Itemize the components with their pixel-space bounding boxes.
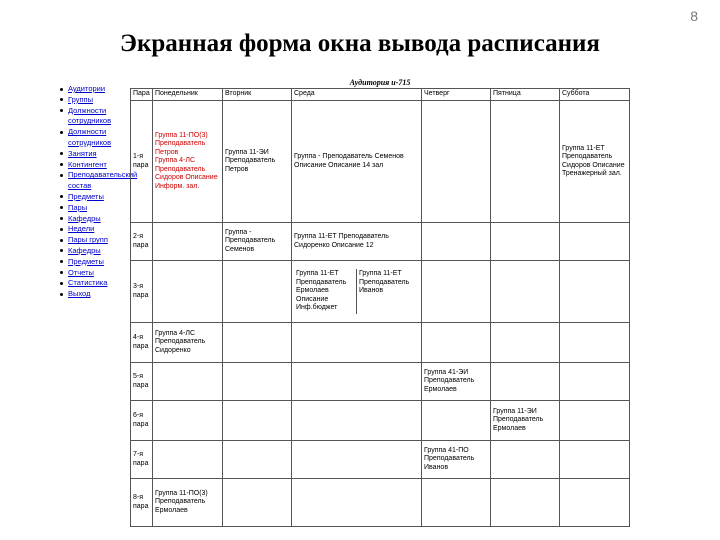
lesson-cell[interactable]	[292, 401, 422, 441]
lesson-cell[interactable]	[153, 401, 223, 441]
lesson-cell[interactable]: Группа 11-ЕТ Преподаватель Сидоров Описание Тренажерный зал.	[560, 101, 630, 223]
lesson-cell[interactable]: Группа - Преподаватель Семенов Описание Описание 14 зал	[292, 101, 422, 223]
lesson-cell[interactable]	[422, 223, 491, 261]
lesson-cell[interactable]	[422, 261, 491, 323]
header-pair: Пара	[131, 89, 153, 101]
lesson-cell[interactable]	[560, 363, 630, 401]
header-saturday: Суббота	[560, 89, 630, 101]
lesson-entry[interactable]: Группа 11-ЕТ Преподаватель Ермолаев Описание Инф.бюджет	[296, 270, 347, 312]
menu-item	[58, 268, 128, 279]
lesson-cell[interactable]	[223, 363, 292, 401]
table-row	[131, 441, 630, 479]
lesson-cell[interactable]: Группа 41-ЭИ Преподаватель Ермолаев	[422, 363, 491, 401]
slide-title: Экранная форма окна вывода расписания	[120, 30, 600, 57]
menu-item	[58, 192, 128, 203]
menu-link[interactable]: Группы	[68, 94, 93, 104]
table-row	[131, 401, 630, 441]
lesson-cell[interactable]	[491, 441, 560, 479]
lesson-cell[interactable]	[491, 479, 560, 527]
menu-item	[58, 278, 128, 289]
menu-item	[58, 95, 128, 106]
menu-link[interactable]: Преподавательский состав	[68, 170, 138, 191]
menu-item	[58, 170, 138, 192]
auditorium-title: Аудитория и-715	[349, 78, 411, 87]
lesson-cell[interactable]	[491, 261, 560, 323]
table-row	[131, 363, 630, 401]
menu-item	[58, 203, 128, 214]
lesson-cell[interactable]	[422, 101, 491, 223]
lesson-cell[interactable]	[422, 323, 491, 363]
lesson-cell[interactable]	[491, 223, 560, 261]
lesson-entry[interactable]: Группа 4-ЛС Преподаватель Сидоров Описание Информ. зал.	[155, 157, 218, 190]
header-tuesday: Вторник	[223, 89, 292, 101]
menu-link[interactable]: Выход	[68, 289, 91, 299]
menu-item	[58, 246, 128, 257]
lesson-cell[interactable]: Группа 11-ЭИ Преподаватель Ермолаев	[491, 401, 560, 441]
header-monday: Понедельник	[153, 89, 223, 101]
side-menu	[58, 84, 138, 300]
menu-link[interactable]: Должности сотрудников	[68, 105, 112, 126]
header-thursday: Четверг	[422, 89, 491, 101]
menu-link[interactable]: Недели	[68, 224, 95, 234]
lesson-cell[interactable]	[560, 479, 630, 527]
lesson-cell[interactable]: Группа 11-ЭИ Преподаватель Петров	[223, 101, 292, 223]
lesson-cell[interactable]	[491, 101, 560, 223]
lesson-cell[interactable]	[153, 223, 223, 261]
menu-item	[58, 289, 128, 300]
pair-cell: 7-я пара	[131, 441, 153, 479]
menu-link[interactable]: Отчеты	[68, 267, 94, 277]
lesson-cell[interactable]: Группа 11-ЕТ Преподаватель Сидоренко Описание 12	[292, 223, 422, 261]
menu-link[interactable]: Контингент	[68, 159, 107, 169]
lesson-cell[interactable]	[292, 479, 422, 527]
menu-link[interactable]: Аудитории	[68, 84, 106, 93]
pair-cell: 1-я пара	[131, 101, 153, 223]
lesson-cell[interactable]: Группа 11-ПО(3) Преподаватель Ермолаев	[153, 479, 223, 527]
menu-item	[58, 224, 128, 235]
lesson-cell[interactable]	[223, 261, 292, 323]
menu-item	[58, 106, 128, 128]
lesson-cell[interactable]	[560, 441, 630, 479]
table-row	[131, 223, 630, 261]
lesson-cell[interactable]: Группа 41-ПО Преподаватель Иванов	[422, 441, 491, 479]
lesson-cell[interactable]	[560, 223, 630, 261]
lesson-cell[interactable]	[153, 261, 223, 323]
lesson-cell[interactable]	[292, 323, 422, 363]
lesson-cell[interactable]	[560, 261, 630, 323]
table-row	[131, 101, 630, 223]
lesson-cell[interactable]	[560, 401, 630, 441]
menu-link[interactable]: Предметы	[68, 256, 104, 266]
header-friday: Пятница	[491, 89, 560, 101]
table-row	[131, 479, 630, 527]
page-number: 8	[690, 8, 698, 24]
lesson-cell[interactable]	[292, 363, 422, 401]
schedule-table	[130, 88, 630, 527]
lesson-cell[interactable]	[491, 323, 560, 363]
table-row	[131, 261, 630, 323]
lesson-cell	[153, 101, 223, 223]
pair-cell: 3-я пара	[131, 261, 153, 323]
lesson-cell[interactable]	[223, 323, 292, 363]
menu-link[interactable]: Должности сотрудников	[68, 127, 112, 147]
lesson-cell[interactable]	[153, 441, 223, 479]
schedule-window	[58, 78, 630, 518]
menu-link[interactable]: Занятия	[68, 148, 97, 158]
menu-item	[58, 127, 128, 149]
lesson-entry[interactable]: Группа 11-ПО(3) Преподаватель Петров	[155, 132, 208, 156]
lesson-cell[interactable]	[223, 441, 292, 479]
menu-link[interactable]: Кафедры	[68, 245, 101, 255]
lesson-cell[interactable]: Группа - Преподаватель Семенов	[223, 223, 292, 261]
menu-item	[58, 214, 128, 225]
menu-item	[58, 160, 128, 171]
menu-link[interactable]: Предметы	[68, 191, 104, 201]
lesson-cell[interactable]	[422, 479, 491, 527]
table-row	[131, 323, 630, 363]
lesson-cell[interactable]	[560, 323, 630, 363]
lesson-cell[interactable]: Группа 4-ЛС Преподаватель Сидоренко	[153, 323, 223, 363]
menu-link[interactable]: Кафедры	[68, 213, 101, 223]
menu-link[interactable]: Пары	[68, 202, 88, 212]
pair-cell: 2-я пара	[131, 223, 153, 261]
lesson-cell[interactable]	[153, 363, 223, 401]
pair-cell: 6-я пара	[131, 401, 153, 441]
lesson-cell[interactable]	[223, 479, 292, 527]
menu-item	[58, 149, 128, 160]
lesson-cell-split	[292, 261, 422, 323]
menu-link[interactable]: Статистика	[68, 278, 108, 288]
header-row	[131, 89, 630, 101]
pair-cell: 8-я пара	[131, 479, 153, 527]
menu-item	[58, 84, 128, 95]
menu-item	[58, 257, 128, 268]
menu-link[interactable]: Пары групп	[68, 235, 108, 245]
lesson-entry[interactable]: Группа 11-ЕТ Преподаватель Иванов	[356, 269, 419, 313]
menu-item	[58, 235, 128, 246]
lesson-cell[interactable]	[223, 401, 292, 441]
pair-cell: 5-я пара	[131, 363, 153, 401]
header-wednesday: Среда	[292, 89, 422, 101]
lesson-cell[interactable]	[422, 401, 491, 441]
lesson-cell[interactable]	[491, 363, 560, 401]
pair-cell: 4-я пара	[131, 323, 153, 363]
lesson-cell[interactable]	[292, 441, 422, 479]
